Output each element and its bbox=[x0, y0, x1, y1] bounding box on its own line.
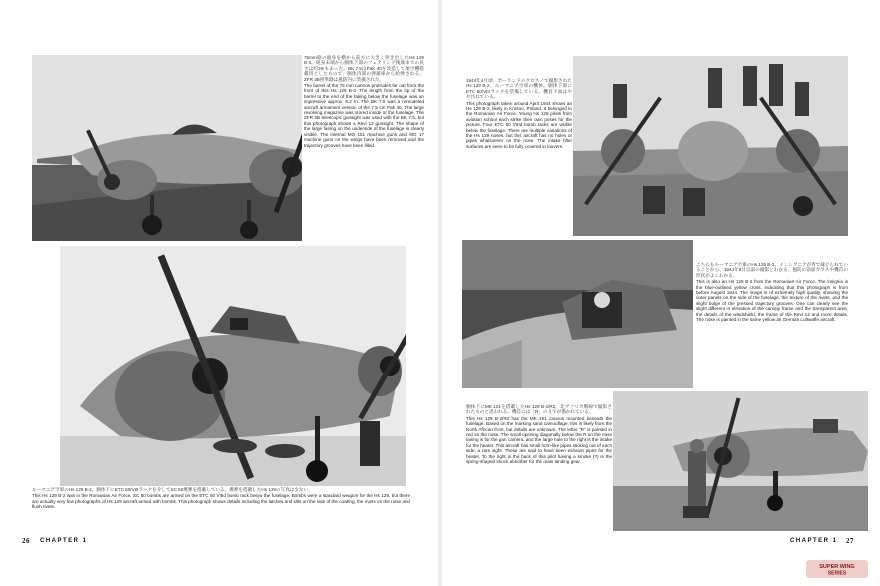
photo-romanian-pilots bbox=[573, 56, 848, 236]
photo-hs129-b3-side bbox=[32, 55, 302, 241]
caption-english: This photograph taken around April 1944 shows an Hs 129 B-2, likely in Krosno, Poland. It belonged to the Romanian Air Force. Young Hs 129 pilots from aviation school each strike their own poses for the picture. Four ETC 50 VIIId bomb racks are visible below the fuselage. There are multiple variations of the Hs 129 noses, but this aircraft has no holes or pipes whatsoever on the nose. The intake filter surfaces are seen to be fully covered in louvers. bbox=[466, 100, 572, 149]
caption-hs129-b3 bbox=[304, 55, 424, 237]
caption-english: The barrel of the 75 mm cannon protrudes far out from the front of this Hs 129 B-3. The length from the tip of the barrel to the end of the fairing below the fuselage was an impressive approx. 6.2 m. The BK 7.5 was a remodeled aircraft armament version of the 7.5 cm Pak 40. The large revolving magazine was stored inside of the fuselage. The ZFR 3B telescopic gunsight was used with the BK 7.5, but this photograph shows a Revi 12 gunsight. The shape of the large fairing on the underside of the fuselage is clearly visible. The internal MG 151 machine guns and MG 17 machine guns on the wings have been removed and the trajectory grooves have been filled. bbox=[304, 83, 424, 148]
running-head-right: CHAPTER 1 bbox=[790, 538, 838, 544]
gutter bbox=[437, 0, 443, 586]
caption-japanese: 75mm砲の砲身を横から前方に大きく突き出したHs 129 B-3。砲身末端から胴体下部のフェアリング後端までの長さは約2mもあった。BK 7.5はPaK 40を改造して航空機搭載用としたもので、胴体内部の弾薬庫から給弾される。ZFR 3B照準器は風防内に装備された。 bbox=[304, 55, 424, 82]
logo-line2: SERIES bbox=[827, 570, 847, 577]
caption-hs129-b2-bombs bbox=[32, 487, 410, 525]
caption-japanese: 1944年4月頃、ポーランドのクロスノで撮影されたHs 129 B-2。ルーマニア空軍の機体。胴体下部にETC 50/VIIIラックを装備している。機首下面はやや汚れている。 bbox=[466, 78, 572, 100]
caption-hs129-cockpit bbox=[696, 262, 848, 380]
caption-japanese: 胴体下にMK 101を搭載したHs 129 B-2/R2。北アフリカ戦線で撮影されたものと思われる。機首には「R」の文字が描かれている。 bbox=[466, 404, 612, 415]
photo-hs129-b2-bombs bbox=[60, 246, 406, 486]
photo-hs129-mk101 bbox=[613, 391, 868, 531]
page-number-left: 26 bbox=[22, 537, 30, 545]
caption-japanese: ルーマニア空軍のHs 129 B-2。胴体下にETC 50/VIIIラックを介してSC 50爆弾を搭載している。爆弾を搭載したHs 129の写真は少ない。 bbox=[32, 487, 313, 492]
caption-hs129-mk101 bbox=[466, 404, 612, 524]
caption-english: This Hs 129 B-2 was in the Romanian Air Force. SC 50 bombs are armed on the ETC 50 VIIId bomb rack below the fuselage. Bombs were a standard weapon for the Hs 129, but there are actually very few photographs of Hs 129 aircraft armed with bombs. This photograph shows details including the latches and slits on the side of the cowling, the rivets on the nose and flush rivets. bbox=[32, 493, 410, 510]
running-head-left: CHAPTER 1 bbox=[40, 538, 88, 544]
page-number-right: 27 bbox=[846, 537, 854, 545]
logo-line1: SUPER WING bbox=[819, 564, 855, 570]
series-logo bbox=[806, 560, 868, 578]
caption-japanese: こちらもルーマニア空軍のHs 129 B-2。インシグニアが青で縁どられていることから、1944年8月以前の撮影とわかる。風防の前面ガラスや機首の形状がよくわかる。 bbox=[696, 262, 848, 278]
caption-english: This is also an Hs 129 B-2 from the Romanian Air Force. The insignia is the blue-outlined yellow cross, indicating that this photograph is from before August 1944. The image is of extremely high quality, showing the outer panels on the side of the fuselage, the texture of the rivets, and the slight bulge of the pressed trajectory grooves. One can clearly see the slight different in elevation of the canopy frame and the transparent area, the details of the windshield, the frame of the Revi 12 and more details. The nose is painted in the same yellow as German Luftwaffe aircraft. bbox=[696, 279, 848, 323]
caption-english: This Hs 129 B-2/R2 has the MK 101 cannon mounted beneath the fuselage. Based on the marking sand camouflage, this is likely from the North African front, but details are unknown. The letter "R" is painted in red on the nose. The small opening diagonally below the R on the nose fairing is for the gun camera, and the large hole to the right is the intake for the heater. This aircraft has small horn-like pipes sticking out of each side, a rare sight. These are said to have been exhaust pipes for the heater. To the right in the back of this pilot having a smoke (?) is the spring-shaped shock absorber for the main landing gear. bbox=[466, 415, 612, 465]
caption-romanian-pilots bbox=[466, 78, 572, 218]
photo-hs129-cockpit bbox=[462, 240, 693, 388]
